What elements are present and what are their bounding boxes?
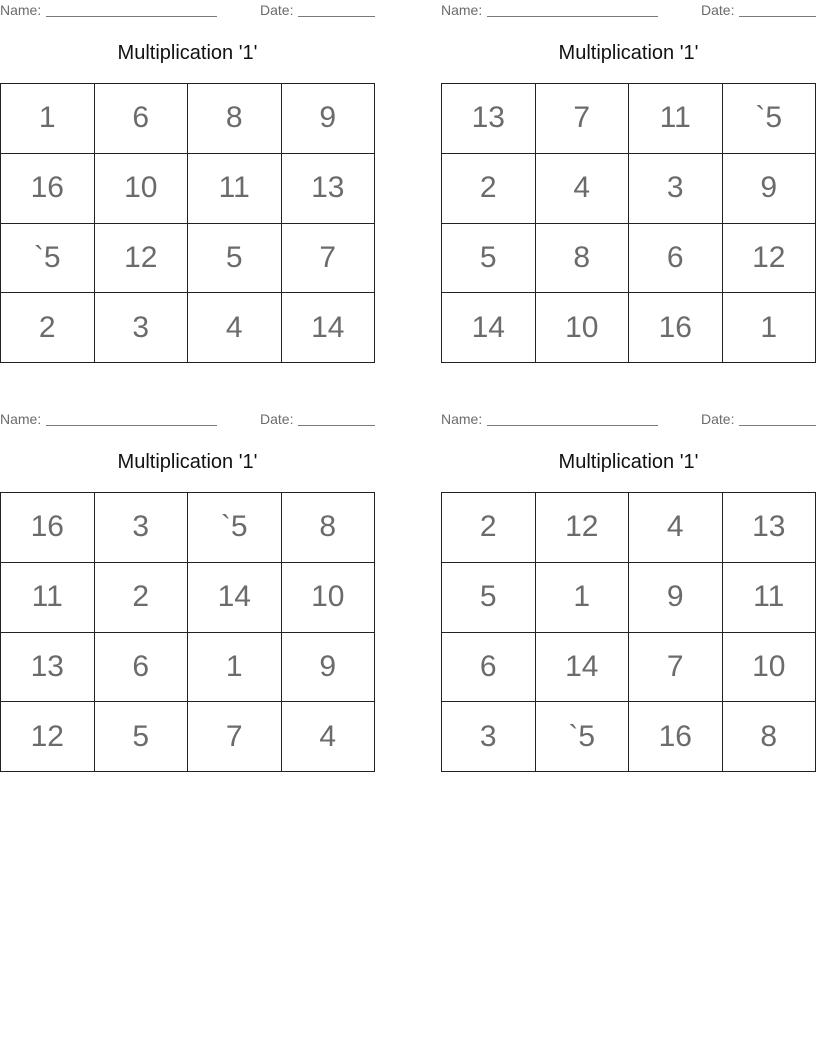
grid-cell: `5 bbox=[536, 702, 630, 772]
grid-cell: 7 bbox=[629, 633, 723, 703]
grid-cell: 4 bbox=[188, 293, 282, 363]
name-label: Name: bbox=[0, 2, 42, 18]
grid-cell: 14 bbox=[536, 633, 630, 703]
name-blank-line bbox=[487, 425, 658, 426]
bingo-card-1 bbox=[0, 0, 375, 344]
date-blank-line bbox=[298, 16, 375, 17]
grid-cell: 6 bbox=[95, 633, 189, 703]
grid-cell: 3 bbox=[442, 702, 536, 772]
grid-cell: 2 bbox=[442, 154, 536, 224]
grid-cell: 10 bbox=[282, 563, 376, 633]
grid-cell: 12 bbox=[95, 224, 189, 294]
name-date-line bbox=[441, 0, 816, 20]
grid-cell: 1 bbox=[1, 84, 95, 154]
name-blank-line bbox=[487, 16, 658, 17]
date-blank-line bbox=[298, 425, 375, 426]
name-blank-line bbox=[46, 16, 217, 17]
number-grid bbox=[441, 83, 816, 363]
grid-cell: 14 bbox=[188, 563, 282, 633]
bingo-card-4 bbox=[441, 409, 816, 753]
grid-cell: 2 bbox=[1, 293, 95, 363]
grid-cell: 9 bbox=[723, 154, 816, 224]
number-grid bbox=[0, 492, 375, 772]
name-blank-line bbox=[46, 425, 217, 426]
grid-cell: 1 bbox=[188, 633, 282, 703]
grid-cell: 8 bbox=[723, 702, 816, 772]
grid-cell: 10 bbox=[723, 633, 816, 703]
grid-cell: 14 bbox=[282, 293, 376, 363]
grid-cell: 5 bbox=[442, 224, 536, 294]
name-date-line bbox=[0, 409, 375, 429]
name-label: Name: bbox=[441, 411, 483, 427]
grid-cell: 16 bbox=[1, 154, 95, 224]
grid-cell: 13 bbox=[282, 154, 376, 224]
grid-cell: `5 bbox=[723, 84, 816, 154]
grid-cell: 13 bbox=[442, 84, 536, 154]
grid-cell: 1 bbox=[723, 293, 816, 363]
grid-cell: 7 bbox=[536, 84, 630, 154]
grid-cell: 13 bbox=[1, 633, 95, 703]
grid-cell: 3 bbox=[95, 493, 189, 563]
grid-cell: 9 bbox=[282, 633, 376, 703]
grid-cell: 14 bbox=[442, 293, 536, 363]
grid-cell: 11 bbox=[629, 84, 723, 154]
grid-cell: 12 bbox=[723, 224, 816, 294]
name-date-line bbox=[0, 0, 375, 20]
grid-cell: 11 bbox=[723, 563, 816, 633]
number-grid bbox=[0, 83, 375, 363]
name-label: Name: bbox=[0, 411, 42, 427]
grid-cell: 2 bbox=[95, 563, 189, 633]
grid-cell: 8 bbox=[188, 84, 282, 154]
card-title: Multiplication '1' bbox=[117, 42, 258, 64]
grid-cell: 6 bbox=[95, 84, 189, 154]
date-blank-line bbox=[739, 16, 816, 17]
date-label: Date: bbox=[701, 411, 735, 427]
grid-cell: 11 bbox=[188, 154, 282, 224]
grid-cell: 7 bbox=[282, 224, 376, 294]
grid-cell: 3 bbox=[629, 154, 723, 224]
grid-cell: 9 bbox=[629, 563, 723, 633]
grid-cell: 7 bbox=[188, 702, 282, 772]
grid-cell: 3 bbox=[95, 293, 189, 363]
grid-cell: 5 bbox=[442, 563, 536, 633]
grid-cell: 12 bbox=[1, 702, 95, 772]
grid-cell: 6 bbox=[442, 633, 536, 703]
grid-cell: 9 bbox=[282, 84, 376, 154]
grid-cell: 2 bbox=[442, 493, 536, 563]
grid-cell: 10 bbox=[536, 293, 630, 363]
grid-cell: 10 bbox=[95, 154, 189, 224]
date-blank-line bbox=[739, 425, 816, 426]
card-title: Multiplication '1' bbox=[558, 451, 699, 473]
grid-cell: 16 bbox=[629, 293, 723, 363]
bingo-card-2 bbox=[441, 0, 816, 344]
date-label: Date: bbox=[701, 2, 735, 18]
bingo-card-3 bbox=[0, 409, 375, 753]
name-date-line bbox=[441, 409, 816, 429]
date-label: Date: bbox=[260, 411, 294, 427]
grid-cell: `5 bbox=[1, 224, 95, 294]
grid-cell: 11 bbox=[1, 563, 95, 633]
card-title: Multiplication '1' bbox=[117, 451, 258, 473]
grid-cell: 4 bbox=[629, 493, 723, 563]
number-grid bbox=[441, 492, 816, 772]
name-label: Name: bbox=[441, 2, 483, 18]
grid-cell: 5 bbox=[188, 224, 282, 294]
grid-cell: 12 bbox=[536, 493, 630, 563]
card-title: Multiplication '1' bbox=[558, 42, 699, 64]
grid-cell: `5 bbox=[188, 493, 282, 563]
date-label: Date: bbox=[260, 2, 294, 18]
grid-cell: 16 bbox=[1, 493, 95, 563]
grid-cell: 4 bbox=[282, 702, 376, 772]
grid-cell: 8 bbox=[282, 493, 376, 563]
grid-cell: 13 bbox=[723, 493, 816, 563]
grid-cell: 1 bbox=[536, 563, 630, 633]
grid-cell: 6 bbox=[629, 224, 723, 294]
grid-cell: 16 bbox=[629, 702, 723, 772]
grid-cell: 8 bbox=[536, 224, 630, 294]
grid-cell: 5 bbox=[95, 702, 189, 772]
grid-cell: 4 bbox=[536, 154, 630, 224]
